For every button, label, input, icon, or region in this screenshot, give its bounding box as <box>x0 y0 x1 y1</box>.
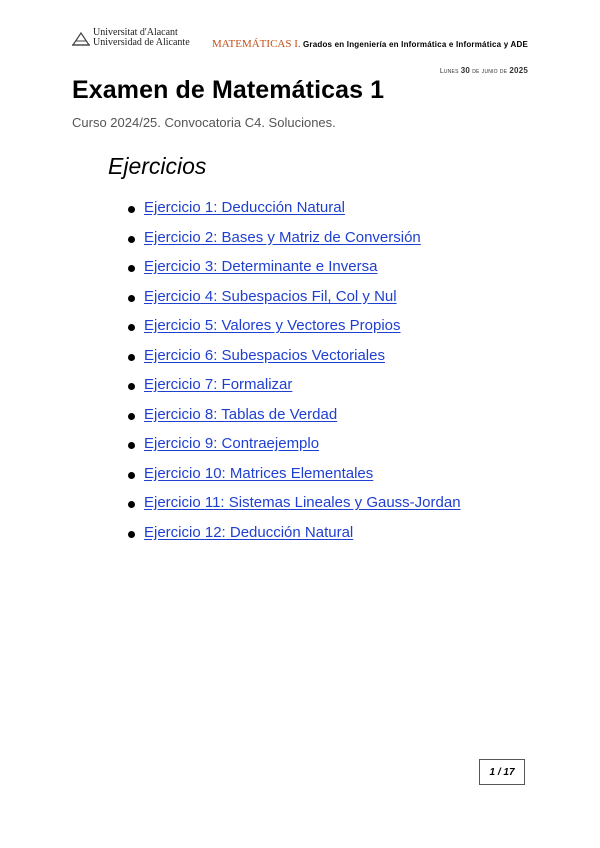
university-name-valencian: Universitat d'Alacant <box>93 27 178 38</box>
exercise-link-9[interactable]: Ejercicio 9: Contraejemplo <box>144 435 320 452</box>
exercise-list <box>128 199 461 553</box>
subject-name: MATEMÁTICAS I <box>212 38 298 50</box>
list-item <box>128 288 461 318</box>
page-title: Examen de Matemáticas 1 <box>72 76 385 104</box>
date-day: 30 <box>460 66 471 75</box>
bullet-icon <box>128 383 135 390</box>
exercise-link-3[interactable]: Ejercicio 3: Determinante e Inversa <box>144 258 378 275</box>
exercise-link-6[interactable]: Ejercicio 6: Subespacios Vectoriales <box>144 346 385 364</box>
list-item <box>128 435 461 465</box>
list-item <box>128 465 461 495</box>
exercise-link-12[interactable]: Ejercicio 12: Deducción Natural <box>144 523 354 541</box>
list-item <box>128 494 461 524</box>
subject-separator: . <box>297 38 301 50</box>
exercise-link-4[interactable]: Ejercicio 4: Subespacios Fil, Col y Nul <box>144 287 397 305</box>
course-header <box>212 38 528 50</box>
date-year: 2025 <box>509 66 528 75</box>
exercise-link-5[interactable]: Ejercicio 5: Valores y Vectores Propios <box>144 317 401 334</box>
exercise-link-8[interactable]: Ejercicio 8: Tablas de Verdad <box>144 405 338 423</box>
university-name-spanish: Universidad de Alicante <box>93 37 190 48</box>
bullet-icon <box>128 236 135 243</box>
bullet-icon <box>128 413 135 420</box>
date-weekday: Lunes <box>439 68 459 75</box>
list-item <box>128 524 461 554</box>
page-subtitle: Curso 2024/25. Convocatoria C4. Soluciones. <box>72 115 336 130</box>
exercise-link-7[interactable]: Ejercicio 7: Formalizar <box>144 376 293 393</box>
bullet-icon <box>128 354 135 361</box>
degrees-text: Grados en Ingeniería en Informática e Informática y <box>303 40 511 49</box>
exercise-link-11[interactable]: Ejercicio 11: Sistemas Lineales y Gauss-Jordan <box>144 494 461 511</box>
bullet-icon <box>128 206 135 213</box>
bullet-icon <box>128 442 135 449</box>
bullet-icon <box>128 324 135 331</box>
university-logo <box>72 28 190 48</box>
exercise-link-2[interactable]: Ejercicio 2: Bases y Matriz de Conversión <box>144 228 421 246</box>
list-item <box>128 376 461 406</box>
page-header <box>72 28 528 54</box>
exercise-link-1[interactable]: Ejercicio 1: Deducción Natural <box>144 199 345 216</box>
bullet-icon <box>128 295 135 302</box>
list-item <box>128 317 461 347</box>
exercise-link-10[interactable]: Ejercicio 10: Matrices Elementales <box>144 464 374 482</box>
bullet-icon <box>128 531 135 538</box>
section-heading: Ejercicios <box>108 153 207 179</box>
list-item <box>128 258 461 288</box>
list-item <box>128 347 461 377</box>
list-item <box>128 406 461 436</box>
university-emblem-icon <box>72 30 90 46</box>
bullet-icon <box>128 265 135 272</box>
degrees-ade: ADE <box>510 40 528 49</box>
exam-date <box>440 66 528 75</box>
bullet-icon <box>128 472 135 479</box>
page-indicator: 1 / 17 <box>479 759 525 785</box>
bullet-icon <box>128 501 135 508</box>
date-month: de junio de <box>472 68 508 75</box>
list-item <box>128 199 461 229</box>
list-item <box>128 229 461 259</box>
